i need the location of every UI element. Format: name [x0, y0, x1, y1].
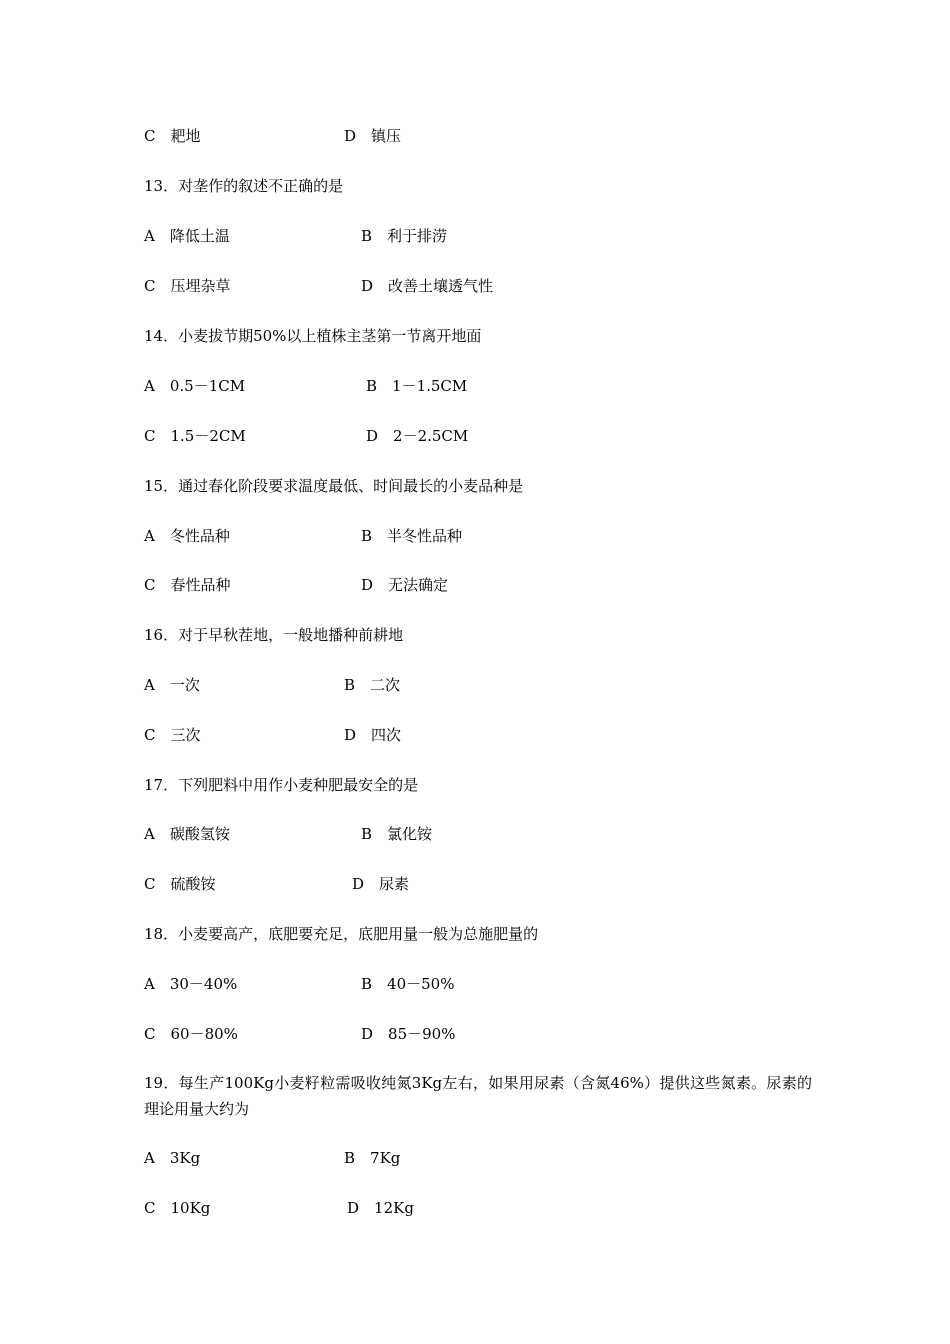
option-17-b: B 氯化铵	[361, 825, 433, 843]
option-18-a: A 30－40%	[144, 975, 238, 993]
option-17-d: D 尿素	[352, 875, 410, 893]
option-19-c: C 10Kg	[144, 1199, 211, 1217]
option-17-a: A 碳酸氢铵	[144, 825, 230, 843]
option-16-d: D 四次	[344, 726, 402, 744]
question-14: 14．小麦拔节期50%以上植株主茎第一节离开地面	[144, 327, 482, 345]
option-13-b: B 利于排涝	[361, 227, 448, 245]
question-19: 19．每生产100Kg小麦籽粒需吸收纯氮3Kg左右，如果用尿素（含氮46%）提供这些氮素。尿素的理论用量大约为	[144, 1074, 812, 1118]
option-18-b: B 40－50%	[361, 975, 455, 993]
option-16-b: B 二次	[344, 676, 401, 694]
option-14-c: C 1.5－2CM	[144, 427, 246, 445]
option-13-c: C 压埋杂草	[144, 277, 231, 295]
option-19-b: B 7Kg	[344, 1149, 401, 1167]
option-19-d: D 12Kg	[347, 1199, 414, 1217]
option-17-c: C 硫酸铵	[144, 875, 216, 893]
option-15-c: C 春性品种	[144, 576, 231, 594]
option-18-c: C 60－80%	[144, 1025, 238, 1043]
question-13: 13．对垄作的叙述不正确的是	[144, 177, 344, 195]
option-15-d: D 无法确定	[361, 576, 449, 594]
option-18-d: D 85－90%	[361, 1025, 456, 1043]
option-12-d: D 镇压	[344, 127, 402, 145]
option-14-d: D 2－2.5CM	[366, 427, 469, 445]
question-17: 17．下列肥料中用作小麦种肥最安全的是	[144, 776, 419, 794]
option-14-b: B 1－1.5CM	[366, 377, 468, 395]
option-13-a: A 降低土温	[144, 227, 230, 245]
option-13-d: D 改善土壤透气性	[361, 277, 494, 295]
option-15-b: B 半冬性品种	[361, 527, 463, 545]
question-15: 15．通过春化阶段要求温度最低、时间最长的小麦品种是	[144, 477, 524, 495]
option-14-a: A 0.5－1CM	[144, 377, 246, 395]
option-15-a: A 冬性品种	[144, 527, 230, 545]
question-18: 18．小麦要高产，底肥要充足，底肥用量一般为总施肥量的	[144, 925, 539, 943]
option-19-a: A 3Kg	[144, 1149, 201, 1167]
option-16-c: C 三次	[144, 726, 201, 744]
option-16-a: A 一次	[144, 676, 200, 694]
option-12-c: C 耙地	[144, 127, 201, 145]
question-16: 16．对于早秋茬地，一般地播种前耕地	[144, 626, 404, 644]
